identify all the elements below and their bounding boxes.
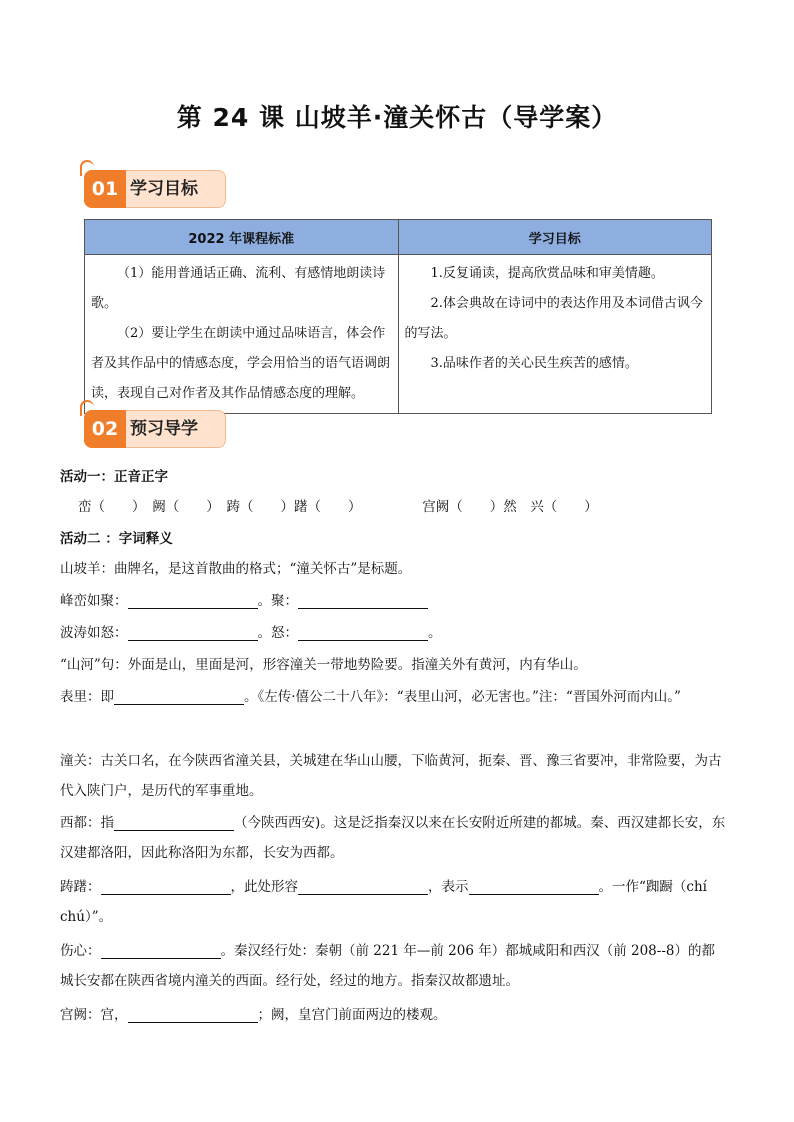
table-header-goals: 学习目标 [398, 220, 712, 255]
goals-cell [398, 255, 712, 414]
fill-blank[interactable] [128, 1006, 258, 1023]
definition-line: 山坡羊：曲牌名，是这首散曲的格式；“潼关怀古”是标题。 [60, 561, 412, 577]
section-number: 02 [84, 410, 126, 448]
fill-blank[interactable] [298, 878, 428, 895]
definition-line: 宫阙：宫， ；阙，皇宫门前面两边的楼观。 [60, 1007, 447, 1023]
fill-blank[interactable] [298, 624, 428, 641]
pronunciation-line: 峦（ ） 阙（ ） 踌（ ）躇（ ） 宫阙（ ）然 兴（ ） [78, 499, 598, 515]
activity1-title: 活动一：正音正字 [60, 469, 168, 485]
section-label: 预习导学 [130, 419, 198, 439]
page-title: 第 24 课 山坡羊·潼关怀古（导学案） [176, 103, 618, 132]
goal-item: 1.反复诵读，提高欣赏品味和审美情趣。 [430, 266, 664, 281]
fill-blank[interactable] [128, 624, 258, 641]
activity2-title: 活动二 ：字词释义 [60, 531, 173, 547]
definition-line: 潼关：古关口名，在今陕西省潼关县，关城建在华山山腰，下临黄河，扼秦、晋、豫三省要冲，非常险要，为古代入陕门户，是历代的军事重地。 [60, 753, 722, 799]
standard-item: （2）要让学生在朗读中通过品味语言，体会作者及其作品中的情感态度，学会用恰当的语气语调朗读，表现自己对作者及其作品情感态度的理解。 [91, 326, 391, 401]
section-number: 01 [84, 170, 126, 208]
definition-line: “山河”句：外面是山，里面是河，形容潼关一带地势险要。指潼关外有黄河，内有华山。 [60, 657, 587, 673]
section-header-preview [80, 400, 235, 450]
goals-table [84, 219, 712, 414]
table-header-standard: 2022 年课程标准 [85, 220, 399, 255]
definition-line: 峰峦如聚： 。聚： [60, 586, 726, 616]
definition-line: 波涛如怒： 。怒： 。 [60, 625, 442, 641]
fill-blank[interactable] [469, 878, 599, 895]
definition-line: 表里：即 。《左传·僖公二十八年》：“表里山河，必无害也。”注：“晋国外河而内山。” [60, 689, 681, 705]
fill-blank[interactable] [128, 592, 258, 609]
fill-blank[interactable] [114, 814, 234, 831]
goal-item: 2.体会典故在诗词中的表达作用及本词借古讽今的写法。 [404, 296, 703, 341]
section-label: 学习目标 [130, 179, 198, 199]
definition-line: 踌躇： ，此处形容 ，表示 。一作“踟蹰（chí chú）”。 [60, 879, 707, 925]
fill-blank[interactable] [101, 878, 231, 895]
standard-item: （1）能用普通话正确、流利、有感情地朗读诗歌。 [91, 266, 386, 311]
section-header-goals [80, 160, 235, 210]
fill-blank[interactable] [101, 942, 221, 959]
fill-blank[interactable] [298, 592, 428, 609]
goal-item: 3.品味作者的关心民生疾苦的感情。 [430, 356, 638, 371]
standard-cell [85, 255, 399, 414]
definition-line: 伤心： 。秦汉经行处：秦朝（前 221 年—前 206 年）都城咸阳和西汉（前 208--8）的都城长安都在陕西省境内潼关的西面。经行处，经过的地方。指秦汉故都遗址。 [60, 943, 715, 989]
definition-line: 西都：指 （今陕西西安)。这是泛指秦汉以来在长安附近所建的都城。秦、西汉建都长安，东汉建都洛阳，因此称洛阳为东都，长安为西都。 [60, 815, 726, 861]
fill-blank[interactable] [114, 688, 244, 705]
